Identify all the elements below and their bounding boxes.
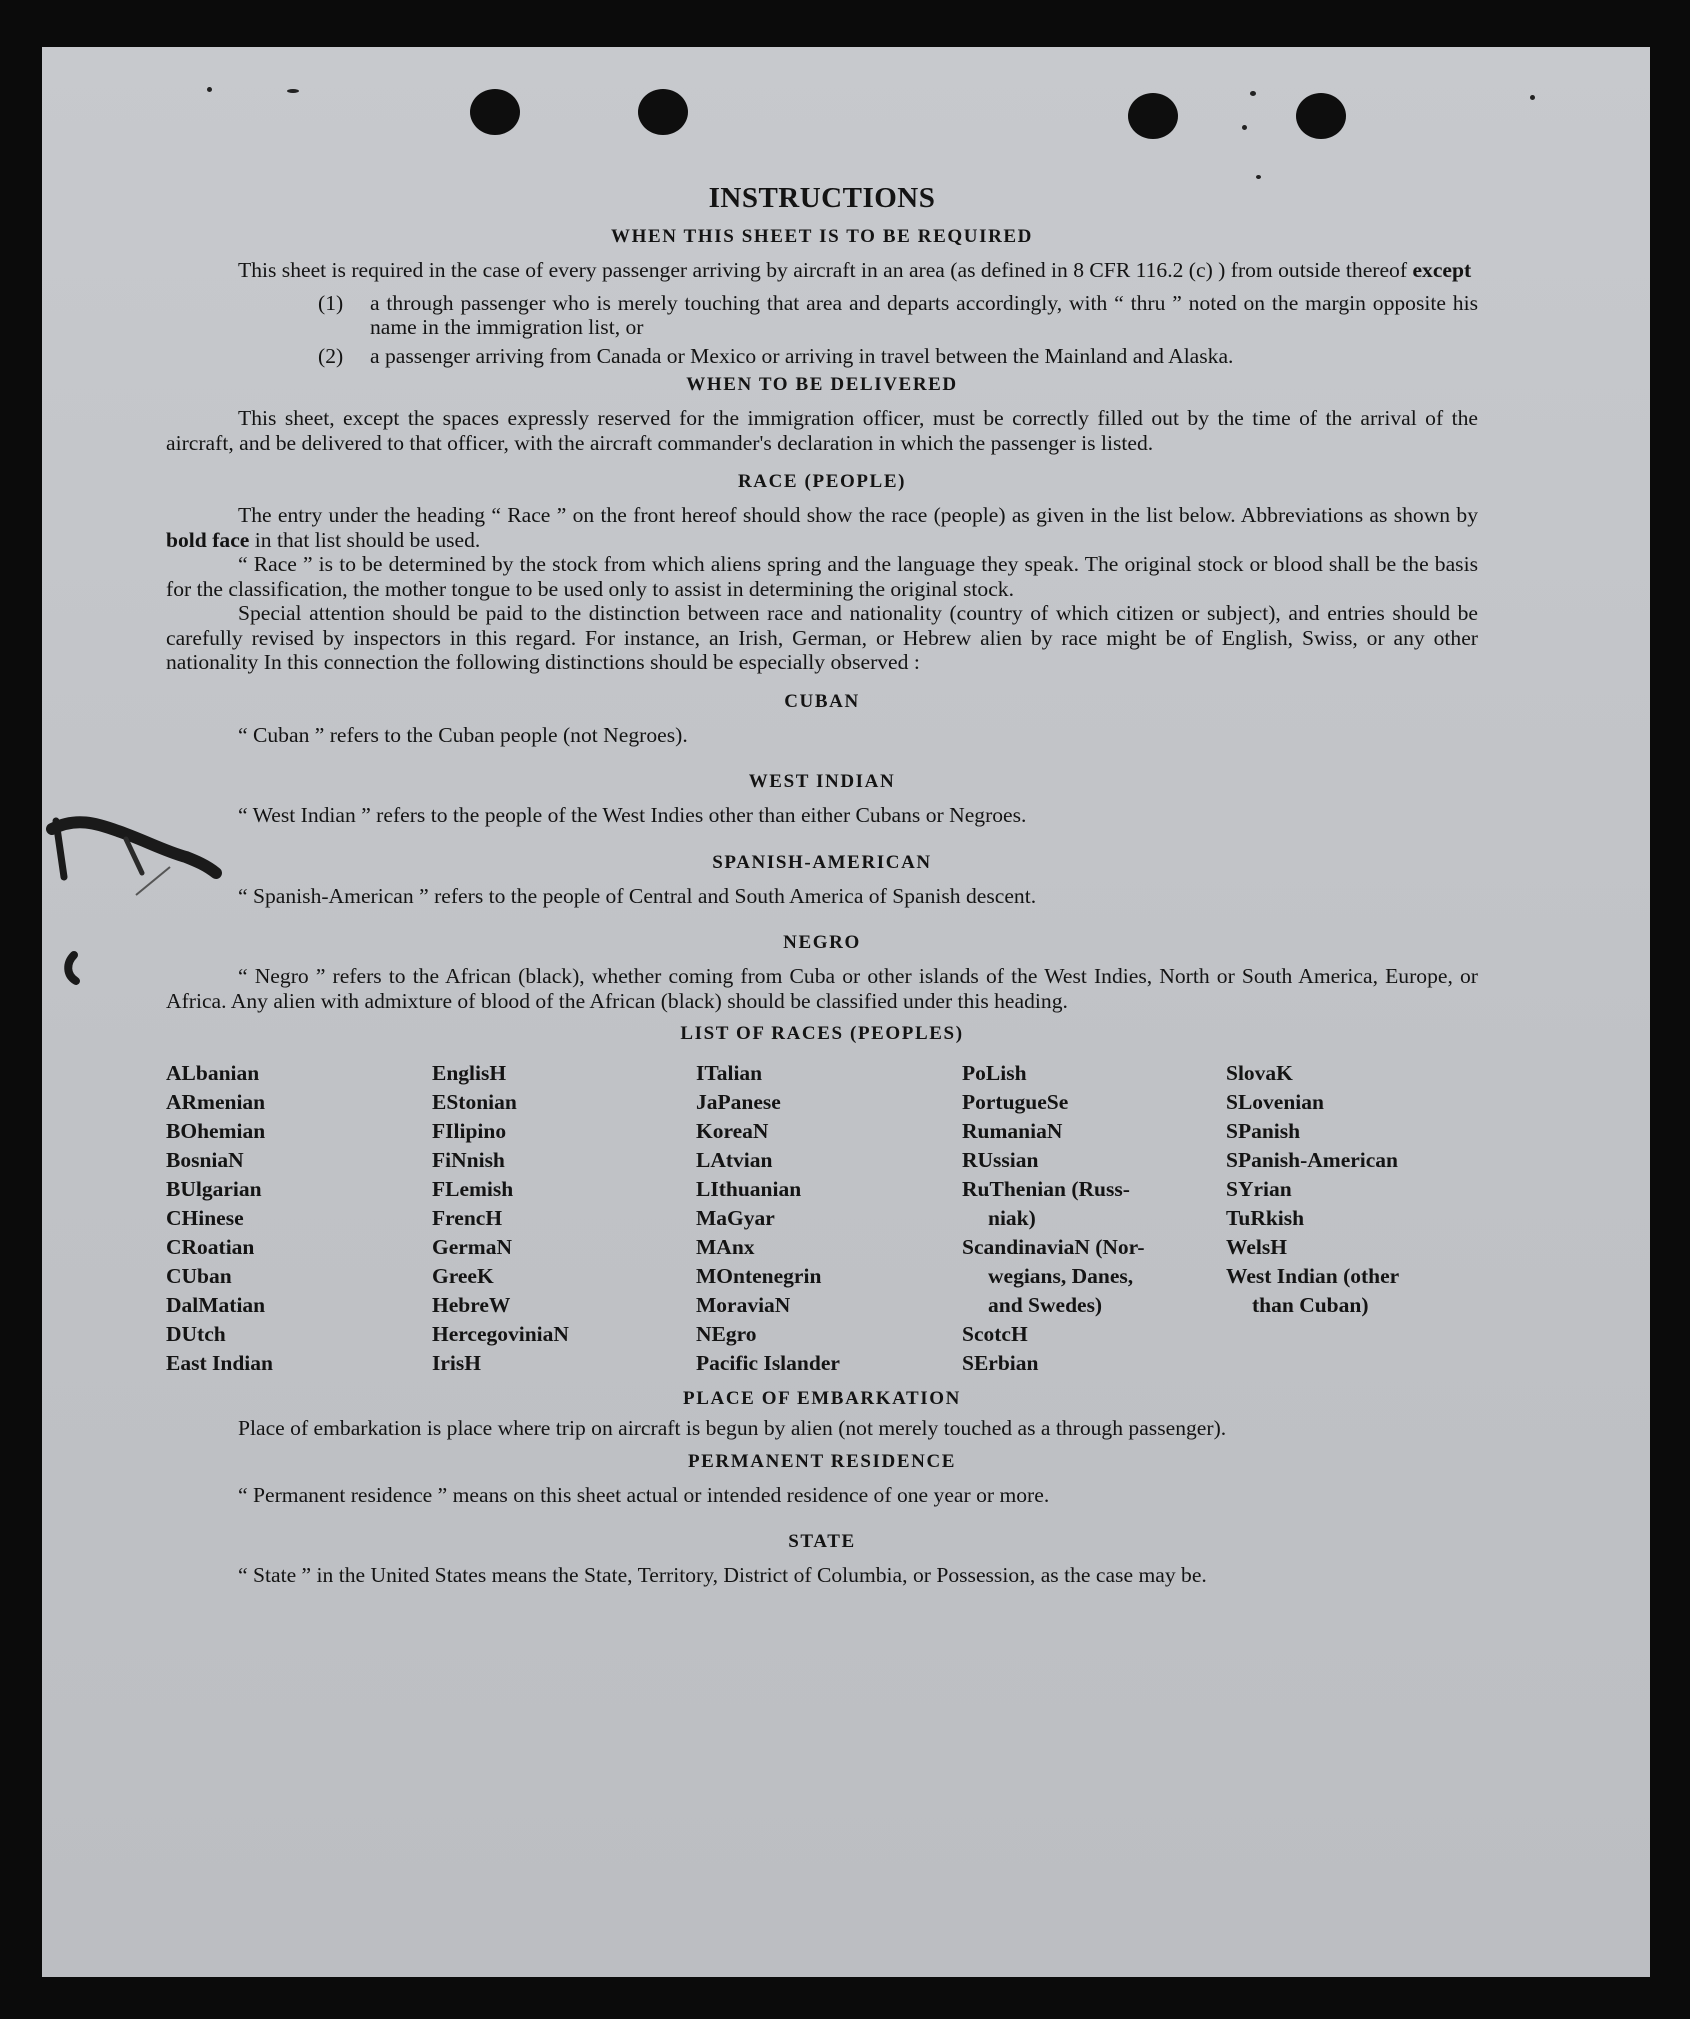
races-list <box>166 1059 1478 1378</box>
race-entry: IrisH <box>432 1351 481 1375</box>
race-entry: BUlgarian <box>166 1177 262 1201</box>
race-entry: PortugueSe <box>962 1090 1069 1114</box>
west-indian-text: “ West Indian ” refers to the people of the West Indies other than either Cubans or Negroes. <box>238 803 1027 827</box>
section-heading-west-indian: WEST INDIAN <box>748 771 896 792</box>
races-column <box>166 1059 432 1378</box>
section-heading-spanish-american: SPANISH-AMERICAN <box>712 851 932 873</box>
race-entry: MaGyar <box>696 1206 775 1230</box>
race-entry: BosniaN <box>166 1148 244 1172</box>
race-entry: HercegoviniaN <box>432 1322 569 1346</box>
dust-speck <box>1242 125 1247 130</box>
race-entry: FIlipino <box>432 1119 507 1143</box>
race-entry-continuation: niak) <box>988 1206 1036 1230</box>
race-entry: HebreW <box>432 1293 511 1317</box>
race-entry: RumaniaN <box>962 1119 1063 1143</box>
race-paragraph-3: Special attention should be paid to the distinction between race and nationality (country of which citizen or subject), and entries should be carefully revised by inspectors in this regard. For instance, an Irish, German, or Hebrew alien by race might be of English, Swiss, or any other nationality In this connection the following distinctions should be especially observed : <box>166 601 1478 674</box>
race-entry: EStonian <box>432 1090 517 1114</box>
race-entry: ScandinaviaN (Nor- <box>962 1235 1145 1259</box>
race-entry: RUssian <box>962 1148 1039 1172</box>
race-entry: WelsH <box>1226 1235 1287 1259</box>
section-heading-race: RACE (PEOPLE) <box>737 471 907 492</box>
dust-speck <box>287 89 299 93</box>
section-heading-cuban: CUBAN <box>784 690 860 712</box>
race-entry: West Indian (other <box>1226 1264 1400 1288</box>
race-entry: LAtvian <box>696 1148 773 1172</box>
race-entry: TuRkish <box>1226 1206 1305 1230</box>
delivered-text: This sheet, except the spaces expressly reserved for the immigration officer, must be correctly filled out by the time of the arrival of the aircraft, and be delivered to that officer, with the aircraft commander's declaration in which the passenger is listed. <box>166 406 1478 455</box>
cuban-text: “ Cuban ” refers to the Cuban people (not Negroes). <box>238 722 688 747</box>
race-entry: SYrian <box>1226 1177 1292 1201</box>
punch-hole <box>470 89 520 135</box>
race-entry: MOntenegrin <box>696 1264 822 1288</box>
page-title: INSTRUCTIONS <box>708 182 936 214</box>
race-entry: East Indian <box>166 1351 273 1375</box>
race-entry: ITalian <box>696 1061 763 1085</box>
list-item: (2) a passenger arriving from Canada or Mexico or arriving in travel between the Mainland and Alaska. <box>318 343 1234 368</box>
required-exceptions-list <box>318 291 1478 369</box>
section-heading-embarkation: PLACE OF EMBARKATION <box>683 1388 961 1409</box>
race-entry: ARmenian <box>166 1090 266 1114</box>
race-entry: MoraviaN <box>696 1293 791 1317</box>
required-intro: This sheet is required in the case of every passenger arriving by aircraft in an area (as defined in 8 CFR 116.2 (c) ) from outside thereof except <box>238 258 1472 282</box>
race-entry: FiNnish <box>432 1148 505 1172</box>
race-entry: SLovenian <box>1226 1090 1324 1114</box>
race-paragraph-2: “ Race ” is to be determined by the stock from which aliens spring and the language they speak. The original stock or blood shall be the basis for the classification, the mother tongue to be used only to assist in determining the original stock. <box>166 552 1478 601</box>
race-entry: GermaN <box>432 1235 512 1259</box>
list-item: (1) a through passenger who is merely touching that area and departs accordingly, with “ thru ” noted on the margin opposite his name in the immigration list, or <box>318 290 1478 339</box>
race-entry-continuation: wegians, Danes, <box>988 1264 1134 1288</box>
race-entry: ScotcH <box>962 1322 1028 1346</box>
races-column <box>962 1059 1226 1378</box>
dust-speck <box>1256 175 1261 179</box>
section-heading-negro: NEGRO <box>783 932 861 953</box>
race-entry: KoreaN <box>696 1119 769 1143</box>
race-paragraph-1: The entry under the heading “ Race ” on the front hereof should show the race (people) as given in the list below. Abbreviations as shown by bold face in that list should be used. <box>166 503 1478 552</box>
race-entry: CUban <box>166 1264 232 1288</box>
race-entry: DalMatian <box>166 1293 266 1317</box>
race-entry: SPanish <box>1226 1119 1301 1143</box>
race-entry: FLemish <box>432 1177 514 1201</box>
races-column <box>432 1059 696 1378</box>
race-entry: FrencH <box>432 1206 503 1230</box>
dust-speck <box>207 87 212 92</box>
state-text: “ State ” in the United States means the State, Territory, District of Columbia, or Possession, as the case may be. <box>238 1563 1207 1587</box>
race-entry: RuThenian (Russ- <box>962 1177 1130 1201</box>
residence-text: “ Permanent residence ” means on this sheet actual or intended residence of one year or more. <box>238 1482 1050 1507</box>
race-entry: LIthuanian <box>696 1177 802 1201</box>
race-entry: ALbanian <box>166 1061 260 1085</box>
race-entry: CHinese <box>166 1206 244 1230</box>
section-heading-residence: PERMANENT RESIDENCE <box>687 1450 957 1472</box>
section-heading-delivered: WHEN TO BE DELIVERED <box>686 374 958 395</box>
section-heading-required: WHEN THIS SHEET IS TO BE REQUIRED <box>610 226 1034 247</box>
embarkation-text: Place of embarkation is place where trip on aircraft is begun by alien (not merely touched as a through passenger). <box>238 1416 1227 1440</box>
race-entry: PoLish <box>962 1061 1027 1085</box>
race-entry: MAnx <box>696 1235 755 1259</box>
race-entry: JaPanese <box>696 1090 781 1114</box>
race-entry-continuation: than Cuban) <box>1252 1293 1369 1317</box>
race-entry: CRoatian <box>166 1235 255 1259</box>
section-heading-races-list: LIST OF RACES (PEOPLES) <box>680 1023 964 1044</box>
dust-speck <box>1530 95 1535 100</box>
spanish-american-text: “ Spanish-American ” refers to the people of Central and South America of Spanish descent. <box>238 883 1037 908</box>
race-entry: NEgro <box>696 1322 757 1346</box>
punch-hole <box>1128 93 1178 139</box>
races-column <box>696 1059 962 1378</box>
race-entry-continuation: and Swedes) <box>988 1293 1103 1317</box>
instructions-content <box>166 180 1478 1588</box>
negro-text: “ Negro ” refers to the African (black), whether coming from Cuba or other islands of the West Indies, North or South America, Europe, or Africa. Any alien with admixture of blood of the African (black) should be classified under this heading. <box>166 964 1478 1013</box>
races-column <box>1226 1059 1478 1378</box>
race-entry: SlovaK <box>1226 1061 1293 1085</box>
race-entry: EnglisH <box>432 1061 507 1085</box>
race-entry: BOhemian <box>166 1119 266 1143</box>
race-entry: SPanish-American <box>1226 1148 1398 1172</box>
dust-speck <box>1250 91 1256 96</box>
section-heading-state: STATE <box>788 1531 856 1552</box>
race-entry: GreeK <box>432 1264 494 1288</box>
race-entry: DUtch <box>166 1322 226 1346</box>
punch-hole <box>638 89 688 135</box>
race-entry: Pacific Islander <box>696 1351 840 1375</box>
race-entry: SErbian <box>962 1351 1039 1375</box>
punch-hole <box>1296 93 1346 139</box>
